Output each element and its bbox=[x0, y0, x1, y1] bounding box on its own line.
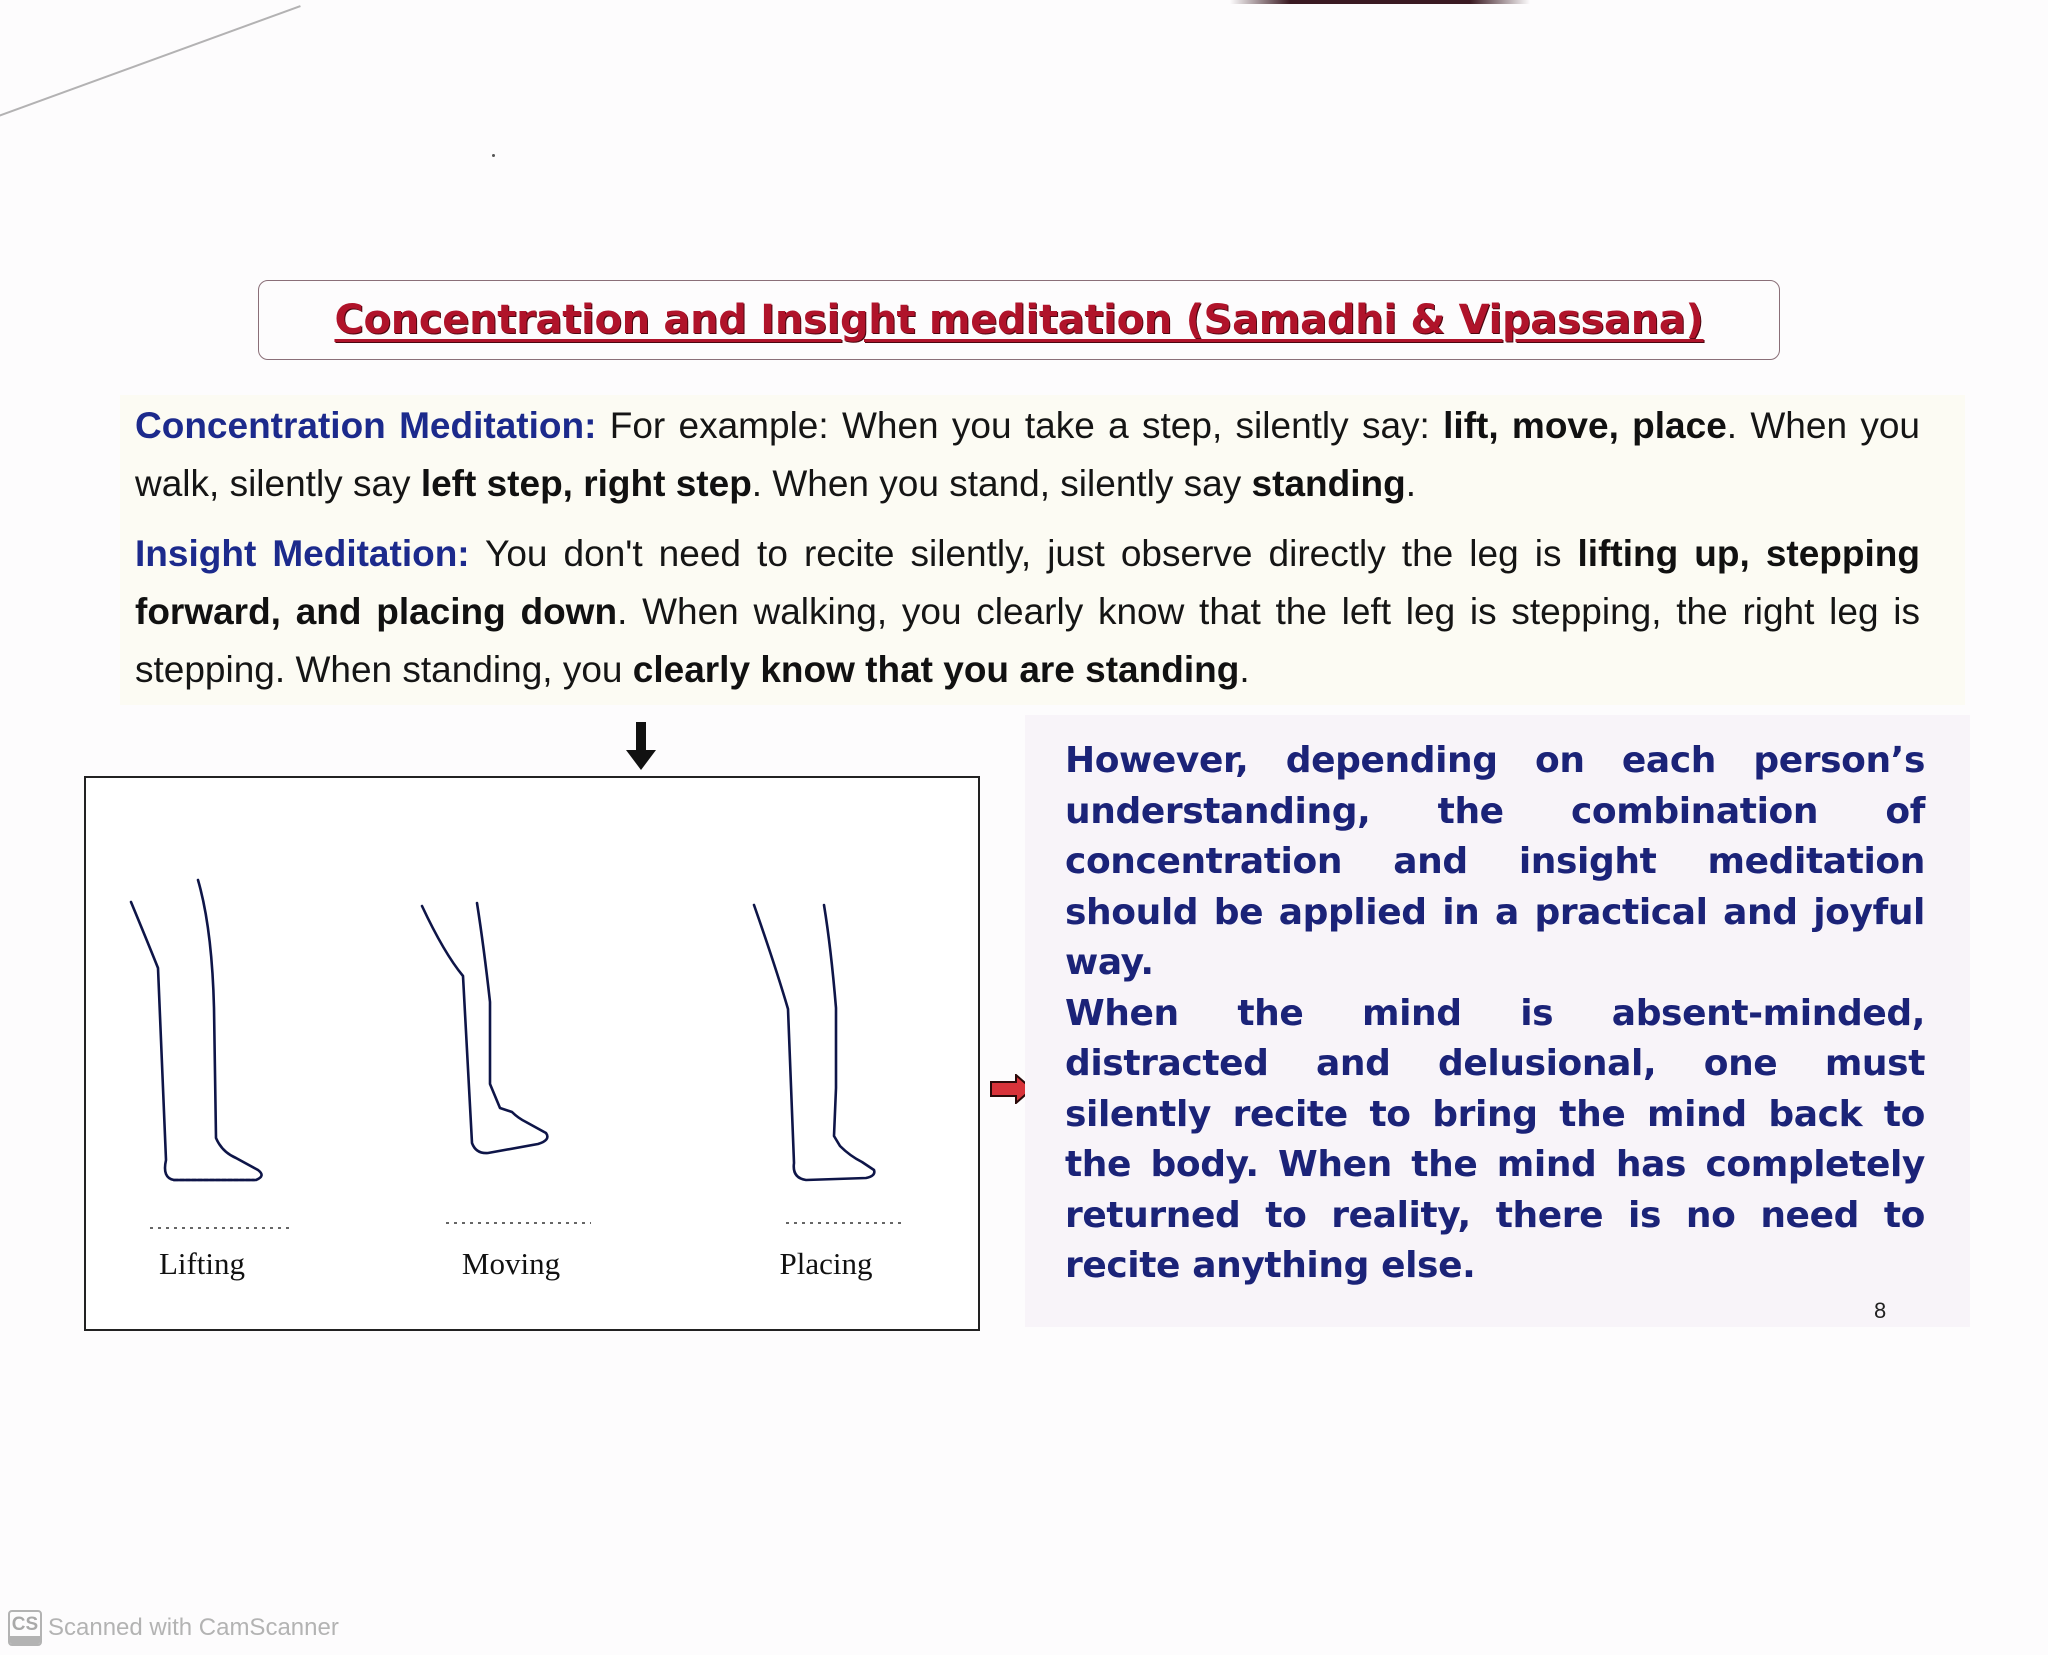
label-placing: Placing bbox=[779, 1246, 873, 1281]
watermark-text: Scanned with CamScanner bbox=[48, 1614, 339, 1641]
insight-label: Insight Meditation: bbox=[135, 533, 470, 574]
summary-paragraph-2: When the mind is absent-minded, distracted and delusional, one must silently recite to bring the mind back to the body. When the mind has completely returned to reality, there is no need to recite anything else. bbox=[1065, 992, 1925, 1286]
label-moving: Moving bbox=[461, 1246, 561, 1281]
leg-moving-icon bbox=[422, 903, 547, 1153]
emphasis: left step, right step bbox=[420, 463, 752, 504]
text: . When you stand, silently say bbox=[751, 463, 1252, 504]
page-number: 8 bbox=[1874, 1298, 1887, 1323]
leg-placing-icon bbox=[754, 905, 874, 1180]
concentration-paragraph bbox=[135, 397, 1920, 513]
leg-lifting-icon bbox=[131, 880, 262, 1180]
ground-lines bbox=[150, 1223, 906, 1228]
text: . bbox=[1239, 649, 1250, 690]
title-box bbox=[258, 280, 1780, 360]
summary-text bbox=[1065, 736, 1925, 1292]
camscanner-logo-icon: CS bbox=[8, 1610, 42, 1646]
page-title: Concentration and Insight meditation (Samadhi & Vipassana) bbox=[334, 297, 1704, 343]
insight-paragraph bbox=[135, 525, 1920, 699]
concentration-label: Concentration Meditation: bbox=[135, 405, 597, 446]
camscanner-watermark bbox=[8, 1610, 339, 1646]
text: . bbox=[1405, 463, 1416, 504]
paper-fold-edge bbox=[0, 5, 301, 120]
emphasis: lift, move, place bbox=[1443, 405, 1727, 446]
text: . When you walk, silently say bbox=[135, 405, 1921, 504]
emphasis: clearly know that you are standing bbox=[632, 649, 1240, 690]
scan-speck bbox=[492, 154, 495, 157]
scan-shadow bbox=[1230, 0, 1530, 4]
text: You don't need to recite silently, just observe directly the leg is bbox=[469, 533, 1578, 574]
emphasis: standing bbox=[1251, 463, 1406, 504]
text: . When walking, you clearly know that the left leg is stepping, the right leg is stepping. When standing, you bbox=[135, 591, 1920, 690]
label-lifting: Lifting bbox=[158, 1246, 246, 1281]
summary-paragraph-1: However, depending on each person’s understanding, the combination of concentration and insight meditation should be applied in a practical and joyful way. bbox=[1065, 740, 1925, 983]
text: For example: When you take a step, silently say: bbox=[596, 405, 1444, 446]
emphasis: lifting up, stepping forward, and placing down bbox=[135, 533, 1920, 632]
down-arrow-icon bbox=[626, 722, 656, 772]
walking-steps-figure bbox=[84, 776, 980, 1331]
